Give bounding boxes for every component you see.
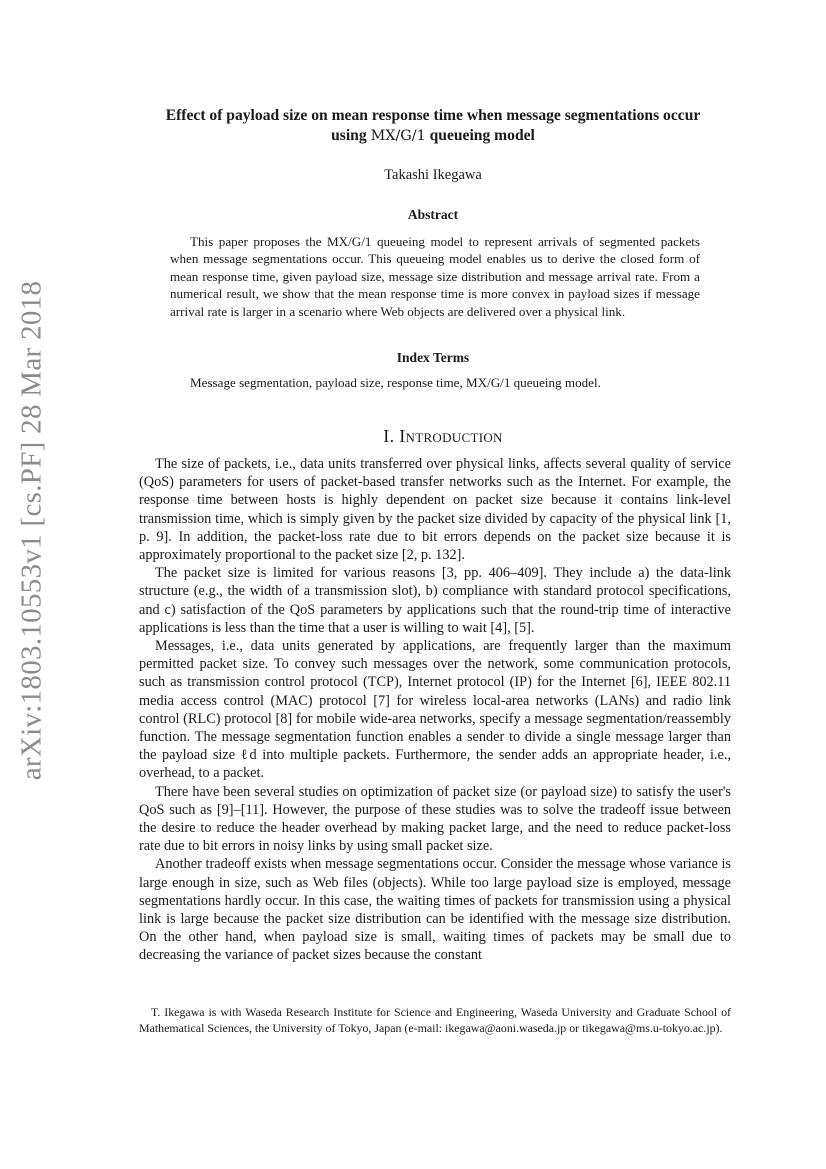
author-name: Takashi Ikegawa <box>384 167 482 183</box>
paragraph-1: The size of packets, i.e., data units transferred over physical links, affects several quality of service (QoS) parameters for users of packet-based transfer networks such as the Internet. For example, the response time between hosts is highly dependent on packet size because it contains link-level transmission time, which is simply given by the packet size divided by capacity of the physical link [1, p. 9]. In addition, the packet-loss rate due to bit errors depends on the packet size because it is approximately proportional to the packet size [2, p. 132]. <box>139 456 731 564</box>
introduction-body <box>139 455 731 965</box>
title-line-2 <box>120 126 746 146</box>
section-title: Introduction <box>399 426 503 446</box>
paragraph-5: Another tradeoff exists when message segmentations occur. Consider the message whose variance is large enough in size, such as Web files (objects). While too large payload size is employed, message segmentations hardly occur. In this case, the waiting times of packets for transmission using a physical link is large because the packet size distribution can be identified with the message size distribution. On the other hand, when payload size is small, waiting times of packets may be small due to decreasing the variance of packet sizes because the constant <box>139 856 731 964</box>
title-line-2-post: queueing model <box>425 127 535 144</box>
paragraph-3: Messages, i.e., data units generated by applications, are frequently larger than the maximum permitted packet size. To convey such messages over the network, some communication protocols, such as transmission control protocol (TCP), Internet protocol (IP) for the Internet [6], IEEE 802.11 media access control (MAC) protocol [7] for wireless local-area networks (LANs) and radio link control (RLC) protocol [8] for mobile wide-area networks, specify a message segmentation/reassembly function. The message segmentation function enables a sender to divide a single message larger than the payload size ℓd into multiple packets. Furthermore, the sender adds an appropriate header, i.e., overhead, to a packet. <box>139 638 731 782</box>
arxiv-id-text: arXiv:1803.10553v1 [cs.PF] 28 Mar 2018 <box>15 280 48 780</box>
section-number: I. <box>383 426 395 446</box>
title-line-2-pre: using <box>331 127 371 144</box>
paper-title <box>120 106 746 146</box>
section-heading-introduction <box>120 426 766 447</box>
index-terms-text: Message segmentation, payload size, response time, MX/G/1 queueing model. <box>190 375 601 390</box>
paragraph-2: The packet size is limited for various reasons [3, pp. 406–409]. They include a) the data-link structure (e.g., the width of a transmission slot), b) compliance with standard protocol specifications, and c) satisfaction of the QoS parameters by applications such that the round-trip time of interactive applications is less than the time that a user is willing to wait [4], [5]. <box>139 565 731 636</box>
title-line-1: Effect of payload size on mean response time when message segmentations occur <box>165 107 701 124</box>
abstract-heading: Abstract <box>407 207 459 222</box>
author-affiliation-footnote: T. Ikegawa is with Waseda Research Institute for Science and Engineering, Waseda University and Graduate School of Mathematical Sciences, the University of Tokyo, Japan (e-mail: ikegawa@aoni.waseda.jp or tikegawa@ms.u-tokyo.ac.jp). <box>139 1005 731 1036</box>
abstract-text: This paper proposes the MX/G/1 queueing model to represent arrivals of segmented packets when message segmentations occur. This queueing model enables us to derive the closed form of mean response time, given payload size, message size distribution and message arrival rate. From a numerical result, we show that the mean response time is more convex in payload sizes if message arrival rate is larger in a scenario where Web objects are delivered over a physical link. <box>170 234 700 319</box>
paragraph-4: There have been several studies on optimization of packet size (or payload size) to satisfy the user's QoS such as [9]–[11]. However, the purpose of these studies was to solve the tradeoff issue between the desire to reduce the header overhead by making packet large, and the need to reduce packet-loss rate due to bit errors in noisy links by using small packet size. <box>139 783 731 855</box>
index-terms-heading: Index Terms <box>396 350 470 365</box>
title-queue-model-math: MX/G/1 <box>370 128 426 144</box>
arxiv-identifier-stamp <box>2 210 62 850</box>
